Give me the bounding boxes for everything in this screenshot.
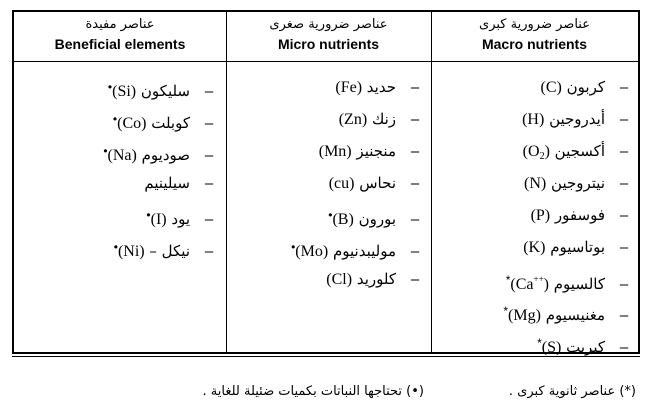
elements-table bbox=[12, 10, 640, 354]
macro-item-symbol: (Ca++) bbox=[510, 274, 549, 293]
footnote-mark: • bbox=[291, 240, 296, 254]
beneficial-item-symbol: (Na) bbox=[107, 147, 137, 164]
beneficial-item bbox=[146, 202, 220, 228]
list-dash: – bbox=[410, 79, 420, 96]
list-dash: – bbox=[619, 175, 629, 192]
list-dash: – bbox=[204, 83, 214, 100]
footnote-mark: * bbox=[537, 336, 542, 350]
micro-item-symbol: (Cl) bbox=[326, 271, 353, 288]
macro-item-name: كبريت bbox=[566, 338, 605, 356]
footnote-mark: • bbox=[113, 240, 118, 254]
list-dash: – bbox=[410, 271, 420, 288]
beneficial-item-name: سيلينيم bbox=[144, 174, 190, 192]
micro-item-symbol: (Fe) bbox=[335, 79, 363, 96]
beneficial-item-symbol: (Ni) bbox=[117, 243, 145, 260]
micro-item bbox=[326, 266, 426, 292]
footnote-mark: • bbox=[328, 208, 333, 222]
micro-item-name: زنك bbox=[371, 110, 396, 128]
macro-item-name: نيتروجين bbox=[551, 174, 605, 192]
header-beneficial bbox=[14, 12, 226, 62]
list-dash: – bbox=[619, 339, 629, 356]
footnote-mark: • bbox=[103, 144, 108, 158]
footnote-mark: * bbox=[505, 273, 511, 287]
beneficial-item bbox=[103, 138, 220, 164]
list-dash: – bbox=[619, 239, 629, 256]
macro-item bbox=[506, 266, 635, 292]
list-dash: – bbox=[204, 211, 214, 228]
header-macro-en: Macro nutrients bbox=[481, 36, 587, 52]
beneficial-item bbox=[144, 170, 220, 196]
macro-item-symbol: $(O_2)$ bbox=[522, 143, 550, 162]
list-dash: – bbox=[410, 143, 420, 160]
beneficial-item bbox=[108, 74, 220, 100]
table-bottom-rule bbox=[12, 356, 640, 357]
micro-item-symbol: (Mo) bbox=[295, 243, 329, 260]
micro-item-name: نحاس bbox=[359, 174, 396, 192]
header-micro-en: Micro nutrients bbox=[277, 36, 380, 52]
list-dash: – bbox=[204, 243, 214, 260]
macro-item-name: أيدروجين bbox=[549, 110, 605, 128]
list-dash: – bbox=[619, 111, 629, 128]
macro-item-symbol: (P) bbox=[530, 207, 551, 224]
macro-item-symbol: (S) bbox=[541, 339, 562, 356]
macro-item-name: مغنيسيوم bbox=[545, 306, 605, 324]
micro-item-name: بورون bbox=[358, 210, 396, 228]
macro-item-name: كربون bbox=[566, 78, 605, 96]
header-macro-ar: عناصر ضرورية كبرى bbox=[479, 17, 590, 32]
list-dash: – bbox=[619, 143, 629, 160]
list-dash: – bbox=[410, 111, 420, 128]
header-micro bbox=[226, 12, 431, 62]
list-dash: – bbox=[204, 115, 214, 132]
macro-item-name: أكسجين bbox=[554, 142, 605, 160]
header-beneficial-ar: عناصر مفيدة bbox=[85, 17, 155, 32]
macro-item bbox=[523, 138, 635, 164]
micro-item bbox=[319, 138, 426, 164]
beneficial-item bbox=[113, 106, 220, 132]
beneficial-item bbox=[114, 234, 220, 260]
macro-item bbox=[522, 106, 635, 132]
micro-item bbox=[339, 106, 426, 132]
list-dash: – bbox=[619, 207, 629, 224]
beneficial-item-name: يود bbox=[171, 210, 190, 228]
micro-item-name: كلوريد bbox=[356, 270, 396, 288]
micro-item-name: حديد bbox=[366, 78, 396, 96]
micro-item-name: منجنيز bbox=[356, 142, 396, 160]
macro-item-symbol: (C) bbox=[540, 79, 562, 96]
footnote-mark: • bbox=[107, 80, 113, 94]
micro-item-name: موليبدنيوم bbox=[332, 242, 396, 260]
list-dash: – bbox=[619, 79, 629, 96]
list-dash: – bbox=[204, 147, 214, 164]
footnote-secondary-macro: (*) عناصر ثانوية كبرى . bbox=[508, 384, 636, 399]
macro-item-name: فوسفور bbox=[554, 206, 605, 224]
list-dash: – bbox=[204, 175, 214, 192]
list-dash: – bbox=[619, 276, 629, 293]
footnote-mark: • bbox=[146, 208, 151, 222]
beneficial-item-name: سليكون bbox=[140, 82, 190, 100]
macro-item bbox=[541, 74, 635, 100]
micro-item-symbol: (Zn) bbox=[338, 111, 368, 128]
column-divider bbox=[226, 12, 227, 352]
list-dash: – bbox=[410, 211, 420, 228]
list-dash: – bbox=[410, 175, 420, 192]
macro-item bbox=[524, 170, 635, 196]
micro-item-symbol: (B) bbox=[332, 211, 354, 228]
micro-item bbox=[329, 170, 426, 196]
beneficial-item-symbol: (I) bbox=[150, 211, 167, 228]
footnote-trace-needed: (•) تحتاجها النباتات بكميات ضئيلة للغاية . bbox=[202, 384, 424, 399]
macro-item bbox=[523, 234, 635, 260]
beneficial-item-symbol: (Co) bbox=[117, 115, 147, 132]
footnote-mark: • bbox=[112, 112, 118, 126]
table-header-row bbox=[14, 12, 638, 62]
micro-item-symbol: (cu) bbox=[328, 175, 355, 192]
macro-item-name: بوتاسيوم bbox=[550, 238, 605, 256]
column-divider bbox=[431, 12, 432, 352]
macro-item bbox=[503, 298, 635, 324]
macro-item-symbol: (N) bbox=[524, 175, 547, 192]
header-macro bbox=[431, 12, 638, 62]
micro-item bbox=[335, 74, 426, 100]
micro-item-symbol: (Mn) bbox=[318, 143, 352, 160]
micro-item bbox=[291, 234, 426, 260]
macro-item-symbol: (H) bbox=[522, 111, 545, 128]
list-dash: – bbox=[619, 307, 629, 324]
header-beneficial-en: Beneficial elements bbox=[54, 36, 186, 52]
list-dash: – bbox=[410, 243, 420, 260]
beneficial-item-name: صوديوم bbox=[141, 146, 190, 164]
macro-item-symbol: (Mg) bbox=[508, 307, 541, 324]
beneficial-item-name: كوبلت bbox=[151, 114, 190, 132]
micro-item bbox=[328, 202, 426, 228]
macro-item bbox=[537, 330, 635, 356]
beneficial-item-symbol: (Si) bbox=[112, 83, 137, 100]
macro-item-symbol: (K) bbox=[523, 239, 546, 256]
footnote-mark: * bbox=[503, 304, 509, 318]
macro-item bbox=[531, 202, 635, 228]
beneficial-item-name: نيكل – bbox=[149, 242, 190, 260]
macro-item-name: كالسيوم bbox=[553, 275, 605, 293]
header-micro-ar: عناصر ضرورية صغرى bbox=[269, 17, 388, 32]
